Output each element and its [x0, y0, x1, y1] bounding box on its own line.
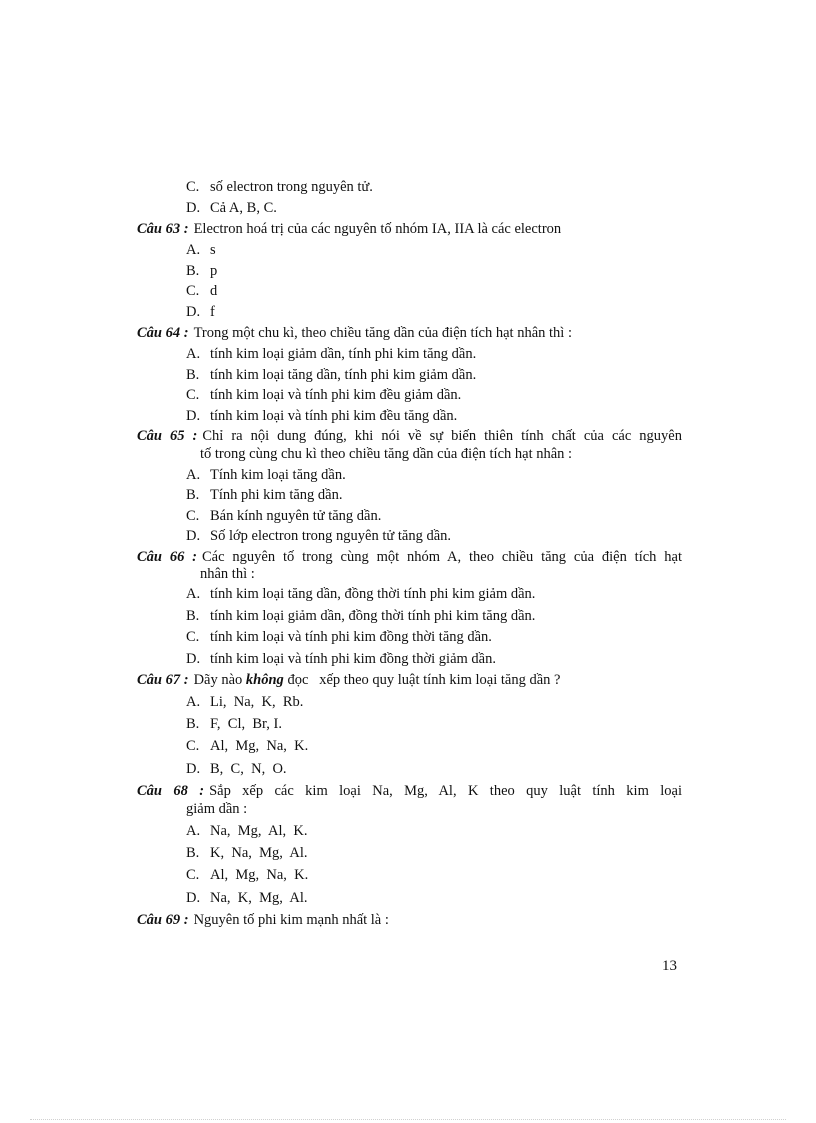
- page-number: 13: [662, 958, 677, 974]
- option-c: C. tính kim loại và tính phi kim đều giảm dần.: [186, 387, 462, 403]
- option-c: C. Bán kính nguyên tử tăng dần.: [186, 508, 382, 524]
- option-a: A. s: [186, 242, 216, 258]
- option-c: C. số electron trong nguyên tử.: [186, 179, 373, 195]
- option-a: A. Li, Na, K, Rb.: [186, 694, 304, 710]
- option-b: B. tính kim loại giảm dần, đồng thời tính phi kim tăng dần.: [186, 608, 536, 624]
- question-68-continuation: giảm dần :: [186, 801, 248, 817]
- option-d: D. Số lớp electron trong nguyên tử tăng dần.: [186, 528, 452, 544]
- option-c: C. d: [186, 283, 218, 299]
- question-65-continuation: tố trong cùng chu kì theo chiều tăng dần của điện tích hạt nhân :: [200, 446, 573, 462]
- question-67: Câu 67 : Dãy nào không đọc xếp theo quy luật tính kim loại tăng dần ?: [137, 672, 561, 688]
- option-a: A. Tính kim loại tăng dần.: [186, 467, 346, 483]
- option-d: D. f: [186, 304, 215, 320]
- option-d: D. Cả A, B, C.: [186, 200, 277, 216]
- option-c: C. tính kim loại và tính phi kim đồng thời tăng dần.: [186, 629, 492, 645]
- option-b: B. tính kim loại tăng dần, tính phi kim giảm dần.: [186, 367, 477, 383]
- question-68: Câu 68 : Sắp xếp các kim loại Na, Mg, Al, K theo quy luật tính kim loại: [137, 783, 682, 799]
- question-63: Câu 63 : Electron hoá trị của các nguyên tố nhóm IA, IIA là các electron: [137, 221, 562, 237]
- option-d: D. B, C, N, O.: [186, 761, 287, 777]
- option-b: B. K, Na, Mg, Al.: [186, 845, 308, 861]
- option-b: B. Tính phi kim tăng dần.: [186, 487, 343, 503]
- option-c: C. Al, Mg, Na, K.: [186, 738, 309, 754]
- question-66-continuation: nhân thì :: [200, 566, 255, 582]
- option-a: A. tính kim loại tăng dần, đồng thời tính phi kim giảm dần.: [186, 586, 536, 602]
- question-64: Câu 64 : Trong một chu kì, theo chiều tăng dần của điện tích hạt nhân thì :: [137, 325, 572, 341]
- question-66: Câu 66 : Các nguyên tố trong cùng một nhóm A, theo chiều tăng của điện tích hạt: [137, 549, 682, 565]
- page-edge-divider: [30, 1119, 786, 1120]
- emphasis-word: không: [245, 672, 284, 688]
- option-c: C. Al, Mg, Na, K.: [186, 867, 309, 883]
- option-b: B. F, Cl, Br, I.: [186, 716, 282, 732]
- option-b: B. p: [186, 263, 218, 279]
- option-a: A. Na, Mg, Al, K.: [186, 823, 308, 839]
- option-a: A. tính kim loại giảm dần, tính phi kim tăng dần.: [186, 346, 477, 362]
- option-d: D. tính kim loại và tính phi kim đồng thời giảm dần.: [186, 651, 496, 667]
- option-d: D. tính kim loại và tính phi kim đều tăng dần.: [186, 408, 458, 424]
- question-69: Câu 69 : Nguyên tố phi kim mạnh nhất là :: [137, 912, 389, 928]
- option-d: D. Na, K, Mg, Al.: [186, 890, 308, 906]
- question-65: Câu 65 : Chỉ ra nội dung đúng, khi nói về sự biến thiên tính chất của các nguyên: [137, 428, 682, 444]
